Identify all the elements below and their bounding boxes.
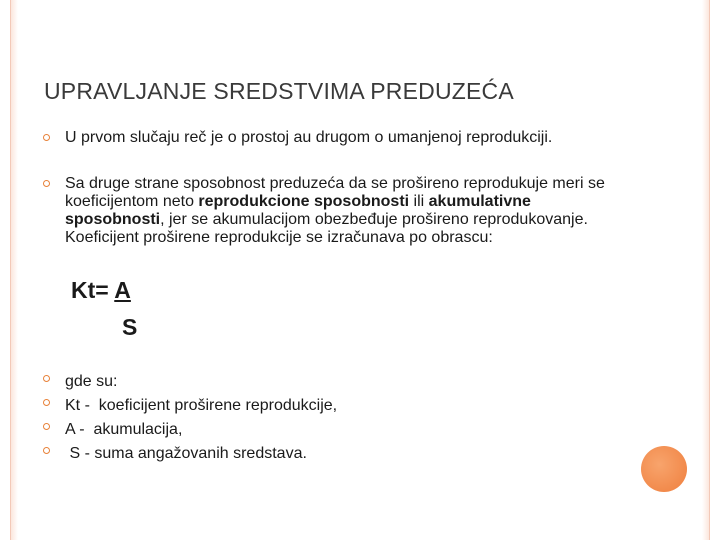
bullet-icon	[43, 180, 50, 187]
definitions-list	[65, 370, 337, 466]
list-item: Kt - koeficijent proširene reprodukcije,	[65, 397, 338, 414]
bullet-icon	[43, 134, 50, 141]
slide-title: UPRAVLJANJE SREDSTVIMA PREDUZEĆA	[44, 78, 514, 104]
formula-numerator-line	[71, 277, 131, 304]
paragraph-2-text: , jer se akumulacijom obezbeđuje prošireno reprodukovanje. Koeficijent proširene reprodukcije se izračunava po obrascu:	[65, 211, 588, 246]
bullet-icon	[43, 447, 50, 454]
bold-term-akumulativne: akumulativne sposobnosti	[65, 193, 531, 228]
bullet-icon	[43, 375, 50, 382]
paragraph-2-text: ili	[409, 193, 429, 210]
paragraph-1: U prvom slučaju reč je o prostoj au drugom o umanjenoj reprodukciji.	[65, 129, 553, 146]
list-item: S - suma angažovanih sredstava.	[65, 445, 307, 462]
bullet-icon	[43, 399, 50, 406]
formula-denominator: S	[122, 314, 138, 340]
list-item: A - akumulacija,	[65, 421, 183, 438]
paragraph-2-text: Sa druge strane sposobnost preduzeća da se prošireno reprodukuje meri se koeficijentom neto	[65, 175, 605, 210]
bullet-icon	[43, 423, 50, 430]
decorative-circle-icon	[641, 446, 687, 492]
formula-numerator: A	[114, 277, 131, 303]
list-item: gde su:	[65, 373, 118, 390]
paragraph-2	[65, 175, 625, 247]
formula-lhs: Kt=	[71, 277, 115, 303]
bold-term-reprodukcione: reprodukcione sposobnosti	[198, 193, 410, 210]
